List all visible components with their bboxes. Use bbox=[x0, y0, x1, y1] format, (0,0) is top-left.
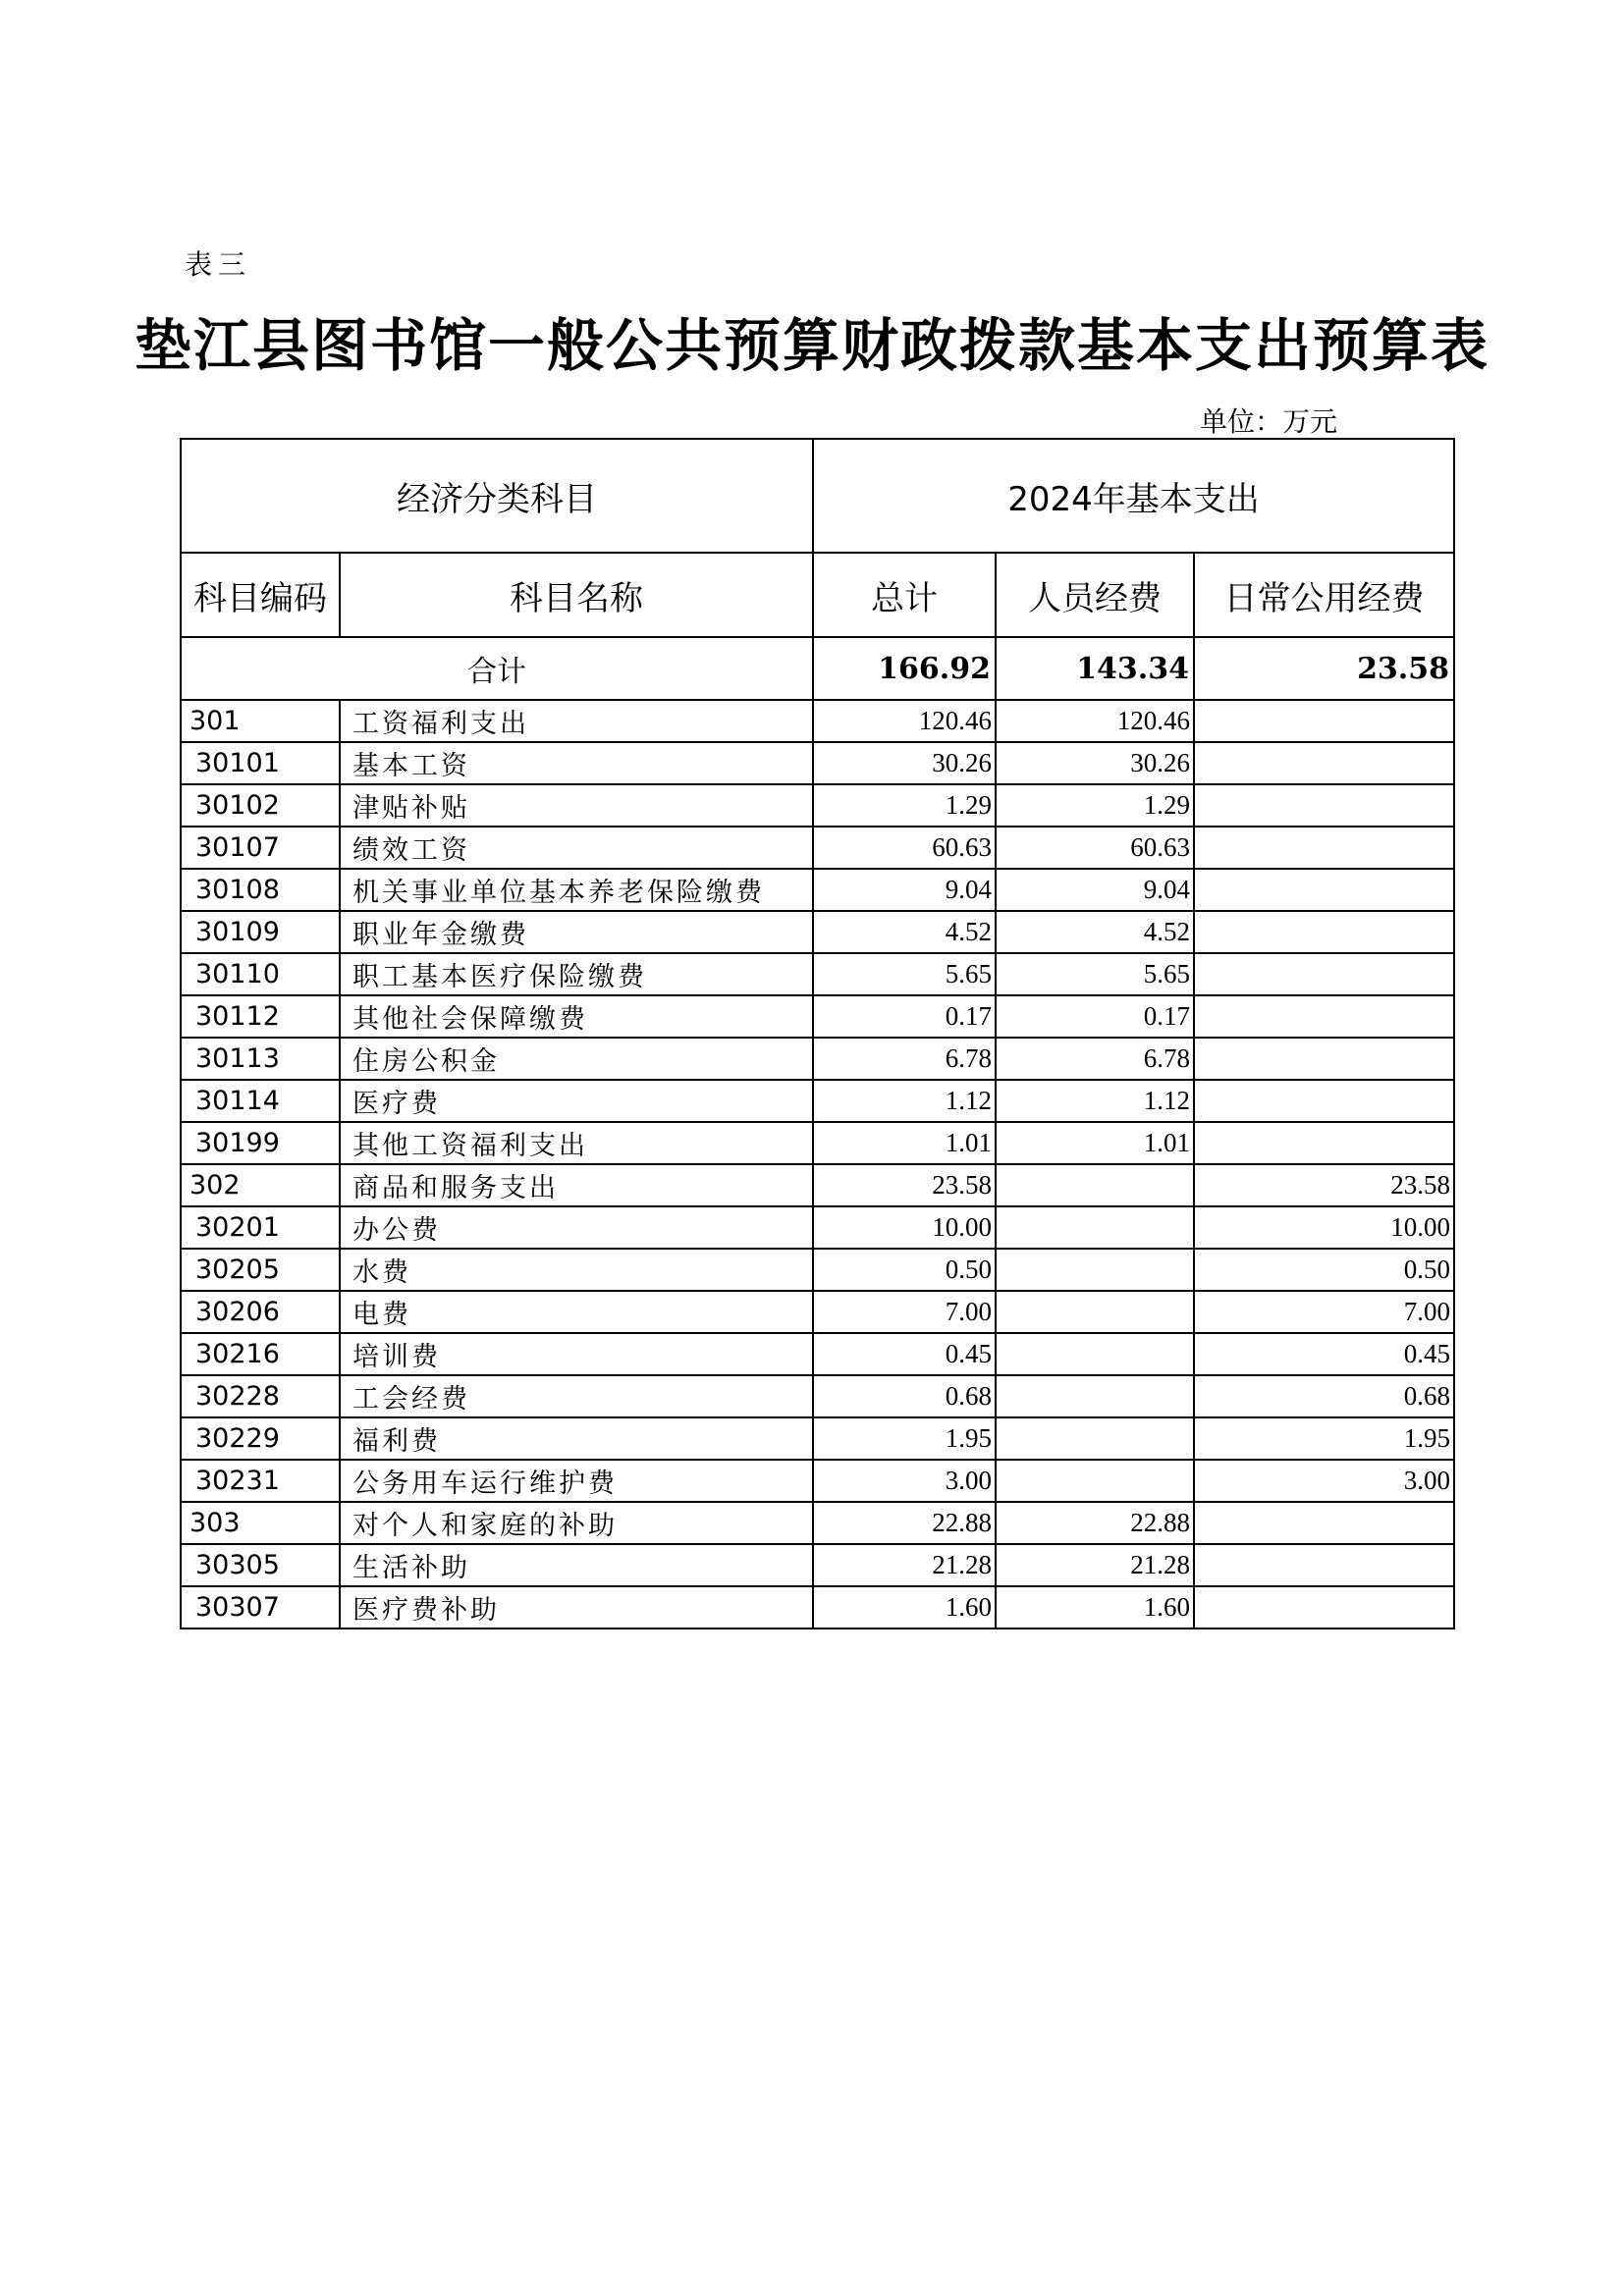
cell-name: 机关事业单位基本养老保险缴费 bbox=[340, 869, 813, 911]
cell-personnel bbox=[996, 1417, 1194, 1460]
cell-total: 1.01 bbox=[813, 1122, 996, 1164]
cell-personnel: 9.04 bbox=[996, 869, 1194, 911]
cell-public: 7.00 bbox=[1194, 1291, 1454, 1333]
cell-code: 30307 bbox=[181, 1586, 340, 1629]
cell-public: 0.45 bbox=[1194, 1333, 1454, 1375]
cell-total: 120.46 bbox=[813, 700, 996, 742]
cell-name: 职工基本医疗保险缴费 bbox=[340, 953, 813, 995]
cell-personnel: 4.52 bbox=[996, 911, 1194, 953]
table-row bbox=[181, 784, 1454, 827]
cell-public: 0.50 bbox=[1194, 1249, 1454, 1291]
cell-name: 其他工资福利支出 bbox=[340, 1122, 813, 1164]
cell-total: 0.50 bbox=[813, 1249, 996, 1291]
total-personnel: 143.34 bbox=[996, 637, 1194, 700]
cell-name: 绩效工资 bbox=[340, 827, 813, 869]
cell-personnel bbox=[996, 1375, 1194, 1417]
cell-code: 30228 bbox=[181, 1375, 340, 1417]
page-title: 垫江县图书馆一般公共预算财政拨款基本支出预算表 bbox=[134, 312, 1489, 379]
cell-name: 住房公积金 bbox=[340, 1038, 813, 1080]
cell-public bbox=[1194, 1122, 1454, 1164]
table-row bbox=[181, 1080, 1454, 1122]
cell-total: 22.88 bbox=[813, 1502, 996, 1544]
cell-name: 培训费 bbox=[340, 1333, 813, 1375]
cell-code: 30112 bbox=[181, 995, 340, 1038]
cell-personnel: 60.63 bbox=[996, 827, 1194, 869]
header-code: 科目编码 bbox=[181, 553, 340, 637]
cell-name: 医疗费补助 bbox=[340, 1586, 813, 1629]
table-row bbox=[181, 953, 1454, 995]
cell-public: 23.58 bbox=[1194, 1164, 1454, 1206]
cell-code: 30108 bbox=[181, 869, 340, 911]
cell-total: 5.65 bbox=[813, 953, 996, 995]
table-row bbox=[181, 1417, 1454, 1460]
cell-name: 办公费 bbox=[340, 1206, 813, 1249]
table-row bbox=[181, 1206, 1454, 1249]
table-row bbox=[181, 1038, 1454, 1080]
cell-public: 3.00 bbox=[1194, 1460, 1454, 1502]
cell-code: 302 bbox=[181, 1164, 340, 1206]
cell-total: 1.29 bbox=[813, 784, 996, 827]
cell-total: 21.28 bbox=[813, 1544, 996, 1586]
total-row bbox=[181, 637, 1454, 700]
table-row bbox=[181, 995, 1454, 1038]
cell-name: 对个人和家庭的补助 bbox=[340, 1502, 813, 1544]
table-row bbox=[181, 827, 1454, 869]
cell-name: 电费 bbox=[340, 1291, 813, 1333]
table-row bbox=[181, 869, 1454, 911]
cell-public bbox=[1194, 1080, 1454, 1122]
cell-personnel: 0.17 bbox=[996, 995, 1194, 1038]
cell-total: 1.12 bbox=[813, 1080, 996, 1122]
cell-code: 30114 bbox=[181, 1080, 340, 1122]
cell-name: 医疗费 bbox=[340, 1080, 813, 1122]
cell-code: 30110 bbox=[181, 953, 340, 995]
cell-personnel bbox=[996, 1249, 1194, 1291]
cell-code: 30201 bbox=[181, 1206, 340, 1249]
table-row bbox=[181, 742, 1454, 784]
cell-public bbox=[1194, 995, 1454, 1038]
header-basic-expense: 2024年基本支出 bbox=[813, 439, 1454, 553]
cell-personnel: 1.60 bbox=[996, 1586, 1194, 1629]
cell-name: 工会经费 bbox=[340, 1375, 813, 1417]
cell-name: 公务用车运行维护费 bbox=[340, 1460, 813, 1502]
header-name: 科目名称 bbox=[340, 553, 813, 637]
cell-code: 30231 bbox=[181, 1460, 340, 1502]
table-body bbox=[181, 439, 1454, 1629]
total-total: 166.92 bbox=[813, 637, 996, 700]
cell-name: 生活补助 bbox=[340, 1544, 813, 1586]
cell-total: 9.04 bbox=[813, 869, 996, 911]
cell-total: 60.63 bbox=[813, 827, 996, 869]
cell-personnel bbox=[996, 1164, 1194, 1206]
cell-personnel: 1.12 bbox=[996, 1080, 1194, 1122]
cell-personnel bbox=[996, 1206, 1194, 1249]
header-personnel: 人员经费 bbox=[996, 553, 1194, 637]
table-row bbox=[181, 1586, 1454, 1629]
cell-total: 1.95 bbox=[813, 1417, 996, 1460]
header-total: 总计 bbox=[813, 553, 996, 637]
table-row bbox=[181, 1291, 1454, 1333]
cell-total: 6.78 bbox=[813, 1038, 996, 1080]
cell-code: 301 bbox=[181, 700, 340, 742]
header-row-group bbox=[181, 439, 1454, 553]
cell-total: 0.17 bbox=[813, 995, 996, 1038]
cell-name: 工资福利支出 bbox=[340, 700, 813, 742]
cell-public: 0.68 bbox=[1194, 1375, 1454, 1417]
cell-public bbox=[1194, 784, 1454, 827]
table-row bbox=[181, 1544, 1454, 1586]
cell-total: 3.00 bbox=[813, 1460, 996, 1502]
cell-personnel: 30.26 bbox=[996, 742, 1194, 784]
table-row bbox=[181, 1460, 1454, 1502]
cell-personnel: 6.78 bbox=[996, 1038, 1194, 1080]
cell-personnel: 120.46 bbox=[996, 700, 1194, 742]
cell-name: 福利费 bbox=[340, 1417, 813, 1460]
table-row bbox=[181, 1249, 1454, 1291]
cell-name: 基本工资 bbox=[340, 742, 813, 784]
cell-name: 商品和服务支出 bbox=[340, 1164, 813, 1206]
cell-personnel bbox=[996, 1333, 1194, 1375]
cell-total: 7.00 bbox=[813, 1291, 996, 1333]
cell-code: 30205 bbox=[181, 1249, 340, 1291]
cell-personnel bbox=[996, 1291, 1194, 1333]
cell-code: 30206 bbox=[181, 1291, 340, 1333]
cell-code: 30107 bbox=[181, 827, 340, 869]
cell-personnel: 1.01 bbox=[996, 1122, 1194, 1164]
cell-public bbox=[1194, 827, 1454, 869]
cell-public bbox=[1194, 742, 1454, 784]
cell-code: 30109 bbox=[181, 911, 340, 953]
cell-code: 30102 bbox=[181, 784, 340, 827]
table-row bbox=[181, 700, 1454, 742]
cell-total: 0.45 bbox=[813, 1333, 996, 1375]
cell-code: 30305 bbox=[181, 1544, 340, 1586]
cell-total: 23.58 bbox=[813, 1164, 996, 1206]
budget-table bbox=[180, 438, 1455, 1629]
cell-total: 30.26 bbox=[813, 742, 996, 784]
cell-public bbox=[1194, 700, 1454, 742]
header-row-columns bbox=[181, 553, 1454, 637]
total-public: 23.58 bbox=[1194, 637, 1454, 700]
table-row bbox=[181, 1502, 1454, 1544]
cell-public: 10.00 bbox=[1194, 1206, 1454, 1249]
cell-total: 10.00 bbox=[813, 1206, 996, 1249]
table-row bbox=[181, 911, 1454, 953]
total-label: 合计 bbox=[181, 637, 813, 700]
cell-code: 30229 bbox=[181, 1417, 340, 1460]
cell-personnel: 21.28 bbox=[996, 1544, 1194, 1586]
cell-public: 1.95 bbox=[1194, 1417, 1454, 1460]
header-public: 日常公用经费 bbox=[1194, 553, 1454, 637]
cell-total: 0.68 bbox=[813, 1375, 996, 1417]
cell-total: 1.60 bbox=[813, 1586, 996, 1629]
cell-public bbox=[1194, 1038, 1454, 1080]
cell-name: 水费 bbox=[340, 1249, 813, 1291]
cell-personnel: 1.29 bbox=[996, 784, 1194, 827]
header-econ-category: 经济分类科目 bbox=[181, 439, 813, 553]
cell-public bbox=[1194, 869, 1454, 911]
cell-personnel: 5.65 bbox=[996, 953, 1194, 995]
cell-total: 4.52 bbox=[813, 911, 996, 953]
cell-code: 30216 bbox=[181, 1333, 340, 1375]
cell-code: 30101 bbox=[181, 742, 340, 784]
cell-public bbox=[1194, 1544, 1454, 1586]
cell-name: 其他社会保障缴费 bbox=[340, 995, 813, 1038]
cell-public bbox=[1194, 1586, 1454, 1629]
cell-name: 津贴补贴 bbox=[340, 784, 813, 827]
table-row bbox=[181, 1122, 1454, 1164]
table-row bbox=[181, 1333, 1454, 1375]
cell-code: 303 bbox=[181, 1502, 340, 1544]
cell-public bbox=[1194, 911, 1454, 953]
cell-name: 职业年金缴费 bbox=[340, 911, 813, 953]
cell-public bbox=[1194, 953, 1454, 995]
cell-personnel bbox=[996, 1460, 1194, 1502]
cell-public bbox=[1194, 1502, 1454, 1544]
cell-code: 30199 bbox=[181, 1122, 340, 1164]
table-row bbox=[181, 1375, 1454, 1417]
table-label: 表三 bbox=[185, 248, 252, 281]
cell-personnel: 22.88 bbox=[996, 1502, 1194, 1544]
cell-code: 30113 bbox=[181, 1038, 340, 1080]
table-row bbox=[181, 1164, 1454, 1206]
unit-label: 单位：万元 bbox=[1200, 405, 1338, 438]
